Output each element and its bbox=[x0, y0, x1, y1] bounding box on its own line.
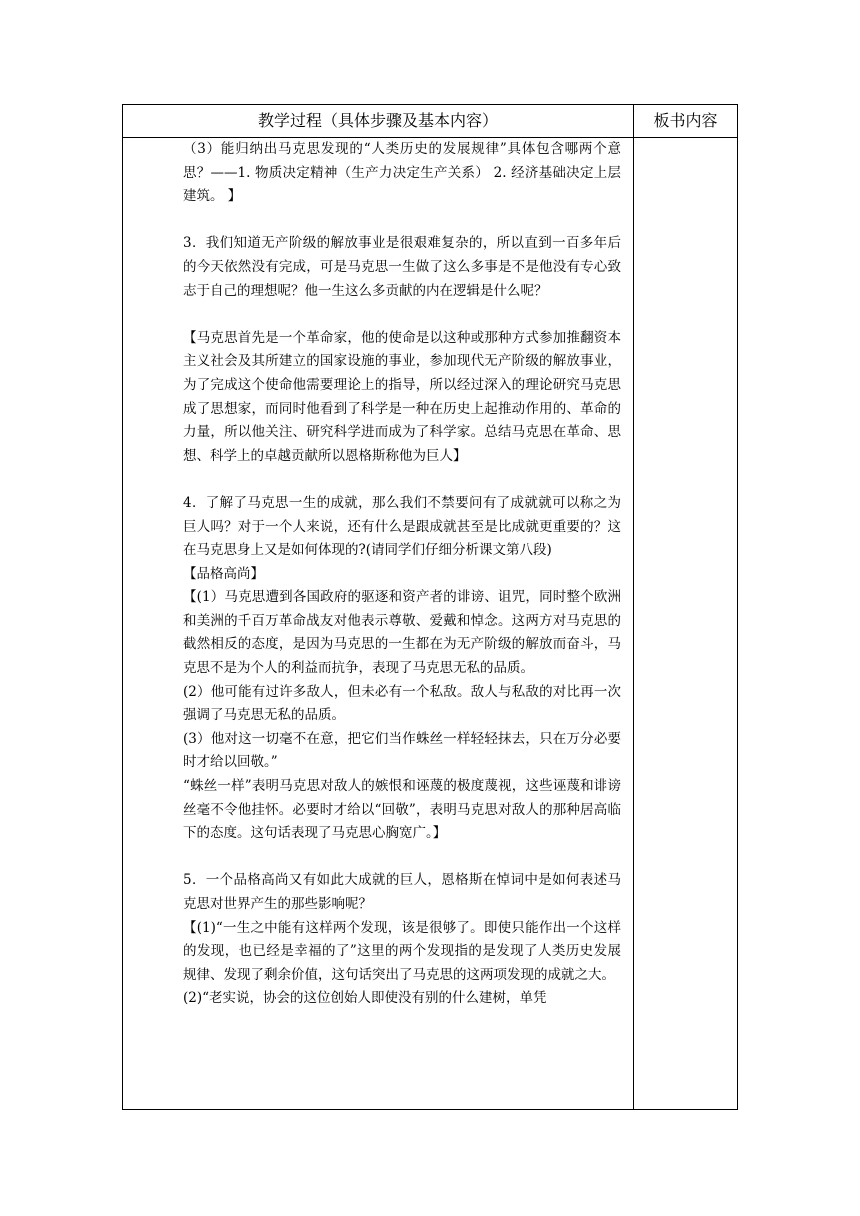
paragraph-point-3: (3）他对这一切毫不在意，把它们当作蛛丝一样轻轻抹去，只在万分必要时才给以回敬。” bbox=[183, 730, 621, 771]
column-divider bbox=[633, 105, 634, 1109]
paragraph-answer-3: 【马克思首先是一个革命家，他的使命是以这种或那种方式参加推翻资本主义社会及其所建立的国家设施的事业，参加现代无产阶级的解放事业，为了完成这个使命他需要理论上的指导，所以经过深入的理论研究马克思成了思想家，而同时他看到了科学是一种在历史上起推动作用的、革命的力量，所以他关注、研究科学进而成为了科学家。总结马克思在革命、思想、科学上的卓越贡献所以恩格斯称他为巨人】 bbox=[183, 329, 621, 464]
paragraph-discovery-1: 【(1)“一生之中能有这样两个发现，该是很够了。即使只能作出一个这样的发现，也已经是幸福的了”这里的两个发现指的是发现了人类历史发展规律、发现了剩余价值，这句话突出了马克思的这两项发现的成就之大。 bbox=[183, 919, 621, 983]
paragraph-point-2: (2）他可能有过许多敌人，但未必有一个私敌。敌人与私敌的对比再一次强调了马克思无私的品质。 bbox=[183, 683, 621, 724]
paragraph-discovery-2: (2)“老实说，协会的这位创始人即使没有别的什么建树，单凭 bbox=[183, 990, 547, 1007]
paragraph-noble-character: 【品格高尚】 bbox=[183, 565, 264, 582]
board-content-header: 板书内容 bbox=[653, 111, 718, 130]
teaching-process-content bbox=[183, 138, 621, 1110]
paragraph-point-1: 【(1）马克思遭到各国政府的驱逐和资产者的诽谤、诅咒，同时整个欧洲和美洲的千百万革命战友对他表示尊敬、爱戴和悼念。这两方对马克思的截然相反的态度，是因为马克思的一生都在为无产阶级的解放而奋斗，马克思不是为个人的利益而抗争，表现了马克思无私的品质。 bbox=[183, 589, 621, 677]
paragraph-question-4: 4．了解了马克思一生的成就，那么我们不禁要问有了成就就可以称之为巨人吗？对于一个人来说，还有什么是跟成就甚至是比成就更重要的？这在马克思身上又是如何体现的?(请同学们仔细分析课文第八段) bbox=[183, 494, 621, 559]
paragraph-question-3: 3．我们知道无产阶级的解放事业是很艰难复杂的，所以直到一百多年后的今天依然没有完成，可是马克思一生做了这么多事是不是他没有专心致志于自己的理想呢？他一生这么多贡献的内在逻辑是什么呢？ bbox=[183, 235, 621, 299]
teaching-process-header: 教学过程（具体步骤及基本内容） bbox=[257, 111, 498, 130]
lesson-table bbox=[122, 104, 738, 1110]
paragraph-spider-silk: “蛛丝一样”表明马克思对敌人的嫉恨和诬蔑的极度蔑视，这些诬蔑和诽谤丝毫不令他挂怀。必要时才给以“回敬”，表明马克思对敌人的那种居高临下的态度。这句话表现了马克思心胸宽广。】 bbox=[183, 778, 621, 842]
paragraph-question-5: 5．一个品格高尚又有如此大成就的巨人，恩格斯在悼词中是如何表述马克思对世界产生的那些影响呢？ bbox=[183, 872, 621, 912]
paragraph-q3-summary: （3）能归纳出马克思发现的“人类历史的发展规律”具体包含哪两个意思？——1. 物质决定精神（生产力决定生产关系） 2. 经济基础决定上层建筑。 】 bbox=[183, 141, 621, 205]
